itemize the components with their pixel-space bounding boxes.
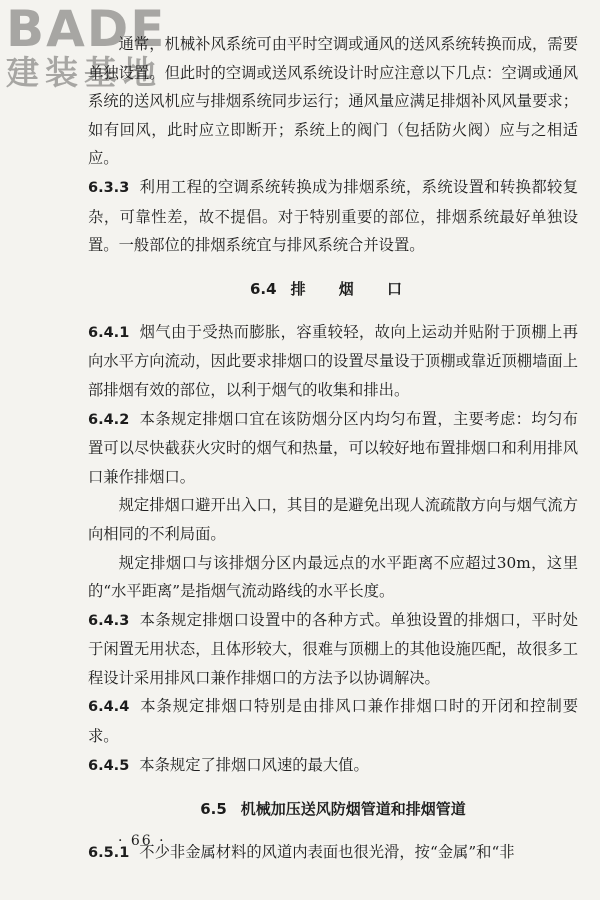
clause-6-4-4 <box>88 692 578 750</box>
paragraph-6-4-2-b: 规定排烟口避开出入口，其目的是避免出现人流疏散方向与烟气流方向相同的不利局面。 <box>88 496 578 543</box>
section-number: 6.4 <box>249 279 277 298</box>
clause-number: 6.4.1 <box>88 324 130 341</box>
clause-6-4-2 <box>88 405 578 492</box>
clause-number: 6.4.2 <box>88 411 130 428</box>
continuation-paragraph: 通常，机械补风系统可由平时空调或通风的送风系统转换而成，需要单独设置。但此时的空调或送风系统设计时应注意以下几点：空调或通风系统的送风机应与排烟系统同步运行；通风量应满足排烟补风风量要求；如有回风，此时应立即断开；系统上的阀门（包括防火阀）应与之相适应。 <box>88 35 578 168</box>
clause-text: 烟气由于受热而膨胀，容重较轻，故向上运动并贴附于顶棚上再向水平方向流动，因此要求排烟口的设置尽量设于顶棚或靠近顶棚墙面上部排烟有效的部位，以利于烟气的收集和排出。 <box>88 322 578 399</box>
clause-6-4-5 <box>88 751 578 781</box>
clause-text: 本条规定了排烟口风速的最大值。 <box>139 755 369 774</box>
clause-text: 不少非金属材料的风道内表面也很光滑，按“金属”和“非 <box>139 843 515 862</box>
clause-6-4-3 <box>88 606 578 693</box>
clause-number: 6.3.3 <box>88 179 130 196</box>
page-number: · 66 · <box>118 833 166 849</box>
clause-number: 6.4.5 <box>88 757 130 774</box>
section-title: 排 烟 口 <box>290 279 417 298</box>
clause-number: 6.4.3 <box>88 612 130 629</box>
clause-number: 6.4.4 <box>88 699 130 716</box>
clause-number: 6.5.1 <box>88 845 130 862</box>
section-title: 机械加压送风防烟管道和排烟管道 <box>240 800 466 819</box>
clause-text: 利用工程的空调系统转换成为排烟系统，系统设置和转换都较复杂，可靠性差，故不提倡。对于特别重要的部位，排烟系统最好单独设置。一般部位的排烟系统宜与排风系统合并设置。 <box>88 177 578 255</box>
section-heading-6-5 <box>88 780 578 838</box>
section-number: 6.5 <box>200 800 227 819</box>
page-body <box>88 30 578 868</box>
watermark-brand: BADE <box>6 0 167 58</box>
clause-6-3-3 <box>88 173 578 260</box>
clause-6-4-1 <box>88 318 578 405</box>
clause-text: 本条规定排烟口设置中的各种方式。单独设置的排烟口，平时处于闲置无用状态，且体形较大，很难与顶棚上的其他设施匹配，故很多工程设计采用排风口兼作排烟口的方法予以协调解决。 <box>88 610 578 687</box>
clause-text: 本条规定排烟口特别是由排风口兼作排烟口时的开闭和控制要求。 <box>88 697 578 746</box>
paragraph-6-4-2-c: 规定排烟口与该排烟分区内最远点的水平距离不应超过30m，这里的“水平距离”是指烟气流动路线的水平长度。 <box>88 553 578 601</box>
watermark-subtitle: 建装基地 <box>6 53 162 92</box>
section-heading-6-4 <box>88 260 578 318</box>
clause-text: 本条规定排烟口宜在该防烟分区内均匀布置，主要考虑：均匀布置可以尽快截获火灾时的烟气和热量，可以较好地布置排烟口和利用排风口兼作排烟口。 <box>88 409 578 486</box>
